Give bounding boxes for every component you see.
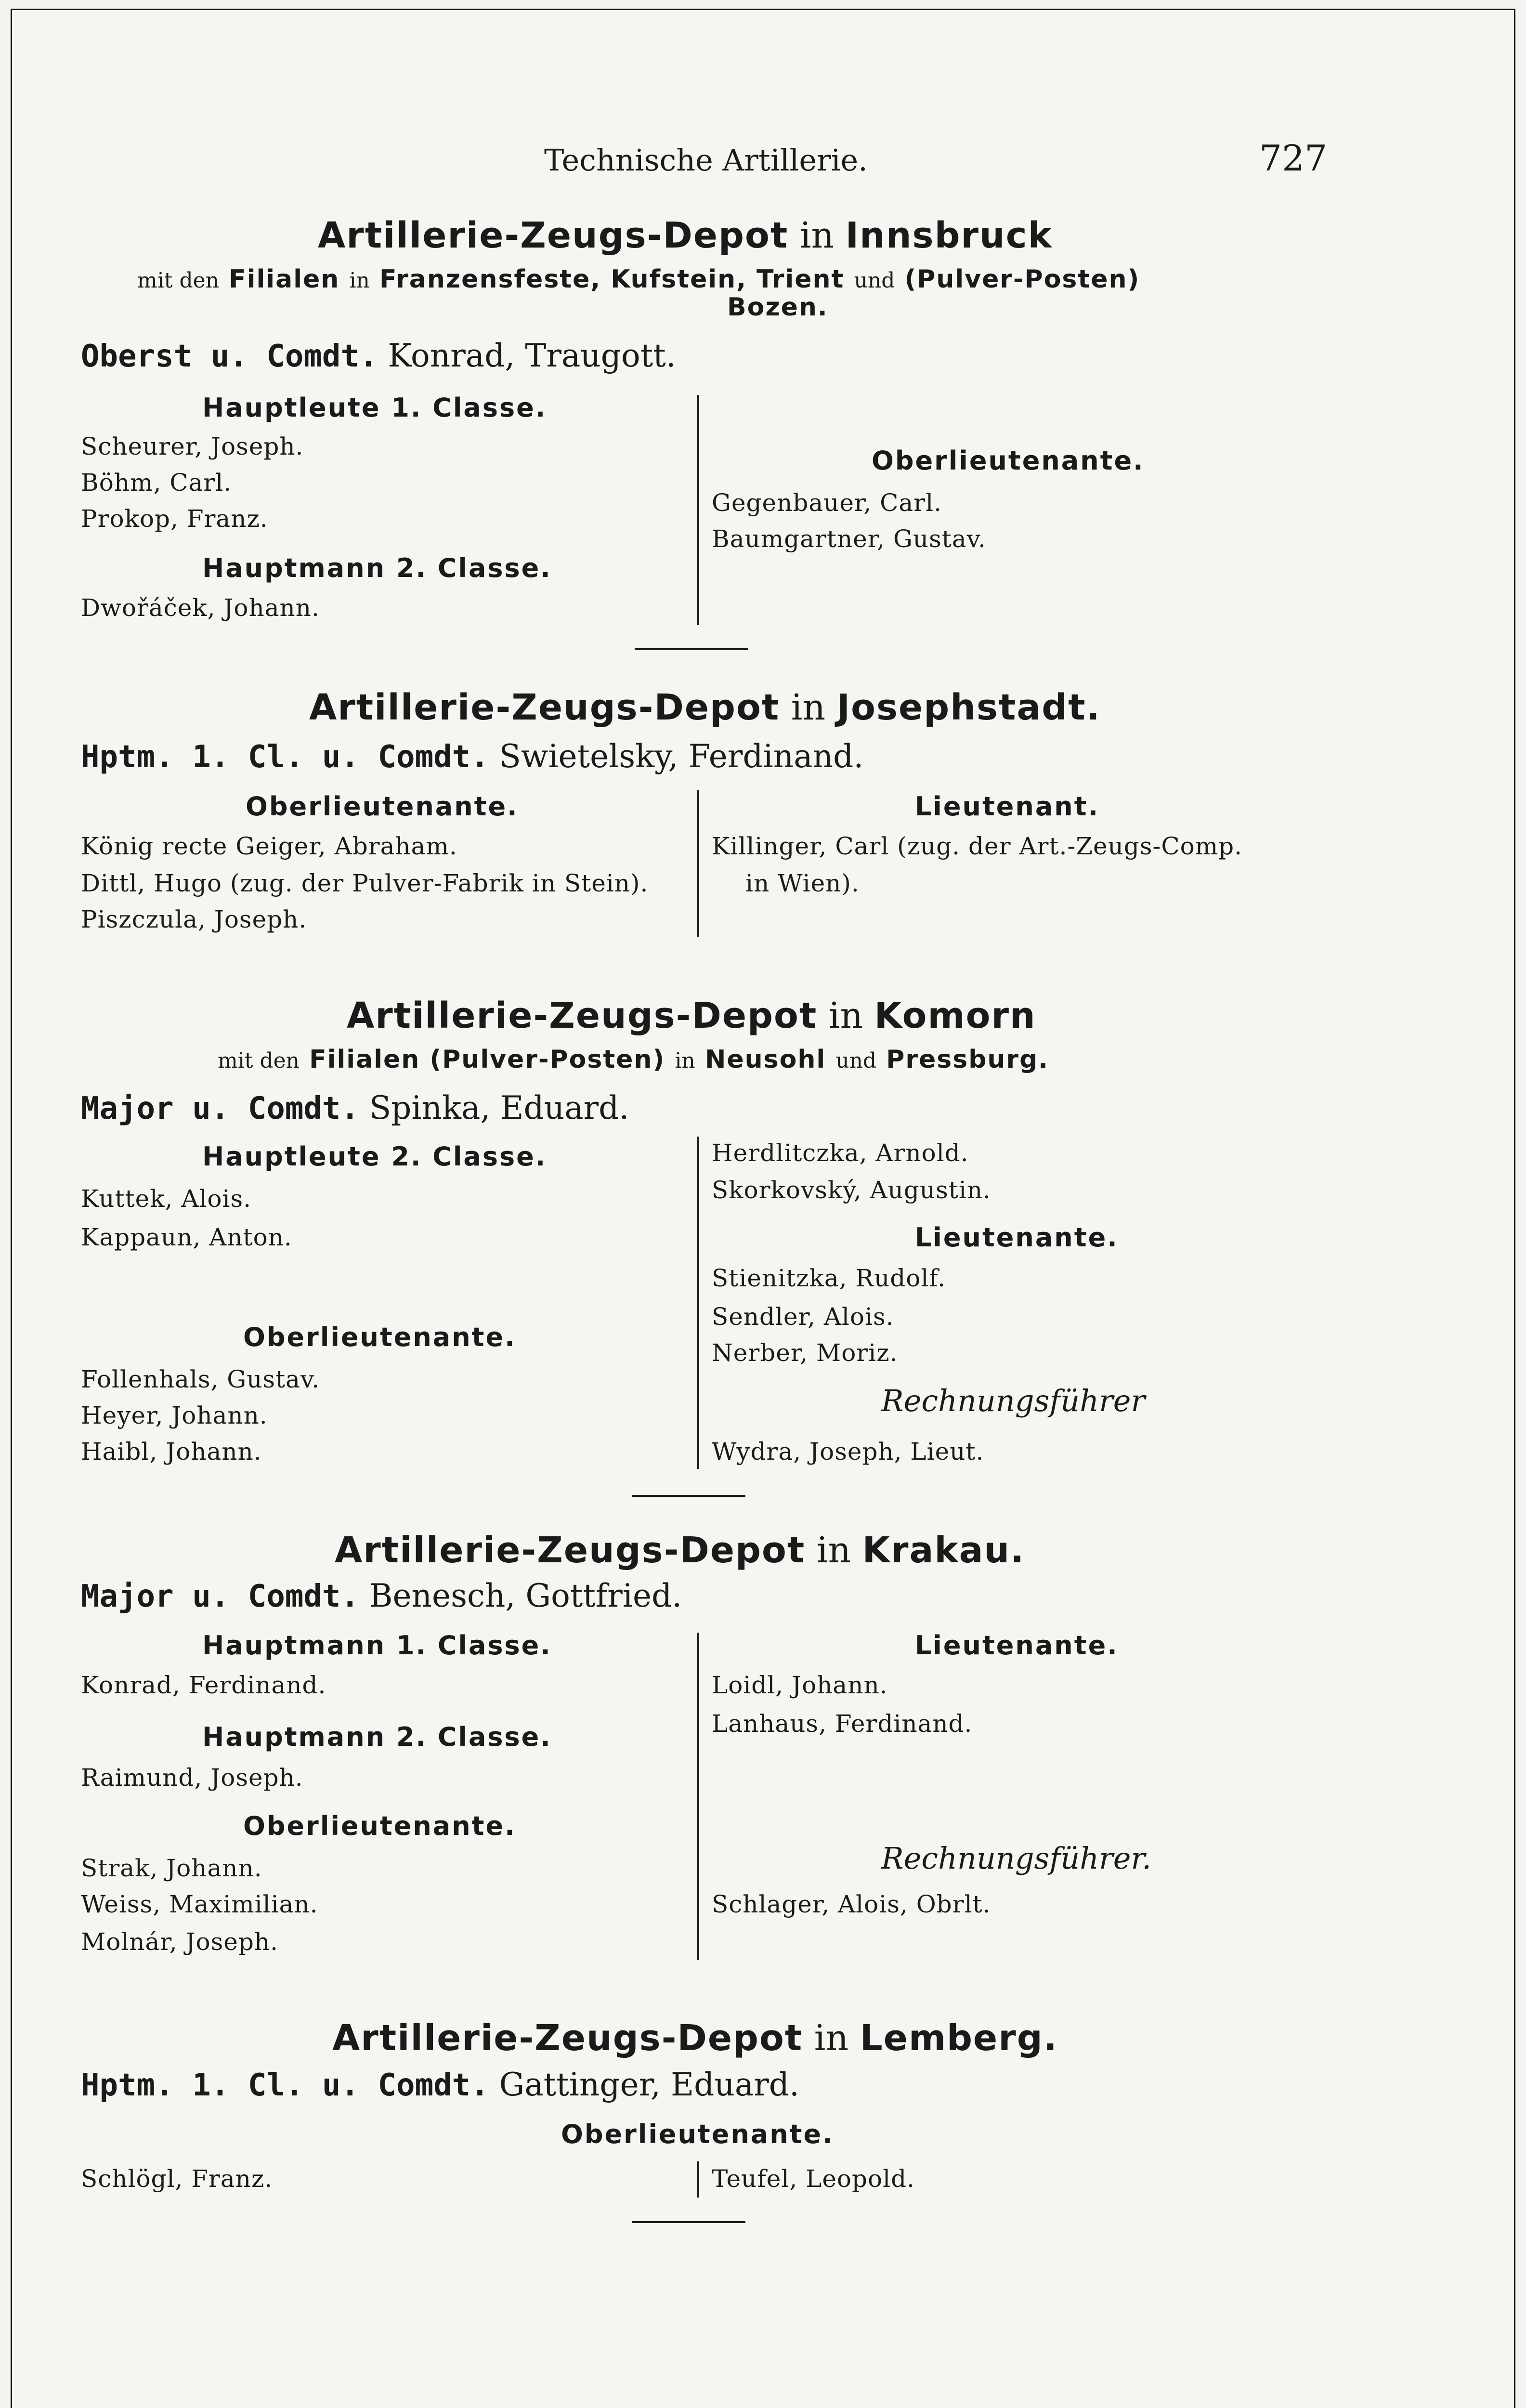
column-divider [697, 790, 699, 937]
list-item: Weiss, Maximilian. [81, 1890, 318, 1918]
list-item: Kappaun, Anton. [81, 1223, 292, 1251]
commander-name: Konrad, Traugott. [388, 337, 676, 374]
josephstadt-commander [81, 738, 863, 775]
list-item: Kuttek, Alois. [81, 1185, 252, 1213]
josephstadt-rank-head: Oberlieutenante. [246, 791, 519, 822]
komorn-rank-head: Hauptleute 2. Classe. [202, 1141, 547, 1172]
list-item: Schlager, Alois, Obrlt. [712, 1890, 991, 1918]
krakau-rank-head: Hauptmann 2. Classe. [202, 1722, 552, 1752]
column-divider [697, 2161, 699, 2198]
title-in: in [814, 2017, 849, 2059]
title-place: Lemberg. [860, 2017, 1058, 2059]
list-item: Gegenbauer, Carl. [712, 489, 942, 517]
commander-name: Gattinger, Eduard. [499, 2066, 800, 2103]
column-divider [697, 395, 699, 625]
list-item: Loidl, Johann. [712, 1671, 888, 1699]
list-item: Strak, Johann. [81, 1854, 262, 1882]
list-item: Scheurer, Joseph. [81, 432, 304, 460]
list-item: Baumgartner, Gustav. [712, 525, 986, 553]
section-divider [635, 648, 748, 650]
sub-und: und [854, 268, 895, 293]
title-bold: Artillerie-Zeugs-Depot [347, 995, 818, 1036]
list-item: Raimund, Joseph. [81, 1764, 303, 1792]
list-item: Follenhals, Gustav. [81, 1365, 320, 1393]
list-item: König recte Geiger, Abraham. [81, 832, 457, 860]
innsbruck-commander [81, 337, 676, 374]
list-item: Konrad, Ferdinand. [81, 1671, 326, 1699]
list-item: Haibl, Johann. [81, 1438, 262, 1466]
running-title: Technische Artillerie. [544, 143, 868, 178]
list-item: Dittl, Hugo (zug. der Pulver-Fabrik in Stein). [81, 869, 649, 897]
komorn-italic-head: Rechnungsführer [881, 1383, 1146, 1418]
lemberg-title [332, 2017, 1058, 2059]
innsbruck-rank-head: Oberlieutenante. [872, 445, 1145, 476]
commander-name: Benesch, Gottfried. [369, 1577, 682, 1614]
title-in: in [791, 687, 826, 728]
list-item: Piszczula, Joseph. [81, 905, 307, 933]
innsbruck-subtitle-line2: Bozen. [727, 293, 828, 322]
title-bold: Artillerie-Zeugs-Depot [335, 1530, 806, 1571]
krakau-rank-head: Oberlieutenante. [243, 1811, 516, 1841]
commander-rank: Hptm. 1. Cl. u. Comdt. [81, 739, 489, 775]
page-number: 727 [1259, 138, 1328, 179]
sub-filialen: Filialen (Pulver-Posten) [309, 1045, 665, 1074]
list-item: Heyer, Johann. [81, 1401, 268, 1429]
sub-pre: mit den [218, 1048, 300, 1073]
krakau-rank-head: Hauptmann 1. Classe. [202, 1630, 552, 1661]
krakau-italic-head: Rechnungsführer. [881, 1841, 1151, 1876]
list-item: Wydra, Joseph, Lieut. [712, 1438, 984, 1466]
komorn-commander [81, 1089, 629, 1126]
lemberg-rank-head: Oberlieutenante. [561, 2119, 834, 2149]
innsbruck-title [318, 215, 1053, 256]
sub-filialen: Filialen [229, 265, 340, 294]
column-divider [697, 1633, 699, 1960]
title-in: in [799, 215, 835, 256]
list-item: Skorkovský, Augustin. [712, 1176, 991, 1204]
innsbruck-rank-head: Hauptleute 1. Classe. [202, 393, 547, 423]
list-item: in Wien). [745, 869, 860, 897]
list-item: Teufel, Leopold. [712, 2165, 915, 2193]
title-in: in [816, 1530, 851, 1571]
title-bold: Artillerie-Zeugs-Depot [332, 2017, 803, 2059]
commander-rank: Hptm. 1. Cl. u. Comdt. [81, 2068, 489, 2103]
sub-in: in [349, 268, 370, 293]
lemberg-commander [81, 2066, 799, 2103]
sub-places: Franzensfeste, Kufstein, Trient [379, 265, 845, 294]
section-divider [632, 1495, 745, 1497]
komorn-rank-head: Oberlieutenante. [243, 1322, 516, 1352]
list-item: Molnár, Joseph. [81, 1928, 278, 1956]
commander-rank: Major u. Comdt. [81, 1091, 359, 1126]
innsbruck-subtitle [137, 265, 1140, 294]
krakau-title [335, 1530, 1025, 1571]
list-item: Sendler, Alois. [712, 1303, 894, 1331]
josephstadt-title [309, 687, 1101, 728]
commander-name: Spinka, Eduard. [369, 1089, 629, 1126]
komorn-rank-head: Lieutenante. [915, 1222, 1119, 1253]
title-bold: Artillerie-Zeugs-Depot [318, 215, 789, 256]
title-place: Krakau. [862, 1530, 1025, 1571]
innsbruck-rank-head: Hauptmann 2. Classe. [202, 553, 552, 583]
title-in: in [828, 995, 863, 1036]
list-item: Böhm, Carl. [81, 469, 232, 497]
commander-rank: Major u. Comdt. [81, 1579, 359, 1614]
sub-pre: mit den [137, 268, 220, 293]
column-divider [697, 1137, 699, 1469]
commander-rank: Oberst u. Comdt. [81, 339, 378, 374]
list-item: Stienitzka, Rudolf. [712, 1264, 946, 1292]
list-item: Lanhaus, Ferdinand. [712, 1710, 973, 1738]
krakau-commander [81, 1577, 682, 1614]
list-item: Herdlitczka, Arnold. [712, 1139, 969, 1167]
list-item: Prokop, Franz. [81, 505, 268, 533]
komorn-subtitle [218, 1045, 1049, 1074]
title-bold: Artillerie-Zeugs-Depot [309, 687, 780, 728]
title-place: Innsbruck [845, 215, 1053, 256]
list-item: Killinger, Carl (zug. der Art.-Zeugs-Comp. [712, 832, 1243, 860]
list-item: Schlögl, Franz. [81, 2165, 273, 2193]
commander-name: Swietelsky, Ferdinand. [499, 738, 864, 775]
list-item: Nerber, Moriz. [712, 1339, 898, 1367]
title-place: Josephstadt. [836, 687, 1101, 728]
komorn-title [347, 995, 1036, 1036]
sub-in: in [675, 1048, 695, 1073]
sub-und: und [835, 1048, 877, 1073]
sub-pressburg: Pressburg. [886, 1045, 1049, 1074]
krakau-rank-head: Lieutenante. [915, 1630, 1119, 1661]
josephstadt-rank-head: Lieutenant. [915, 791, 1100, 822]
title-place: Komorn [874, 995, 1036, 1036]
sub-neusohl: Neusohl [704, 1045, 826, 1074]
section-divider [632, 2221, 745, 2223]
list-item: Dwořáček, Johann. [81, 594, 320, 622]
sub-pulver: (Pulver-Posten) [904, 265, 1140, 294]
